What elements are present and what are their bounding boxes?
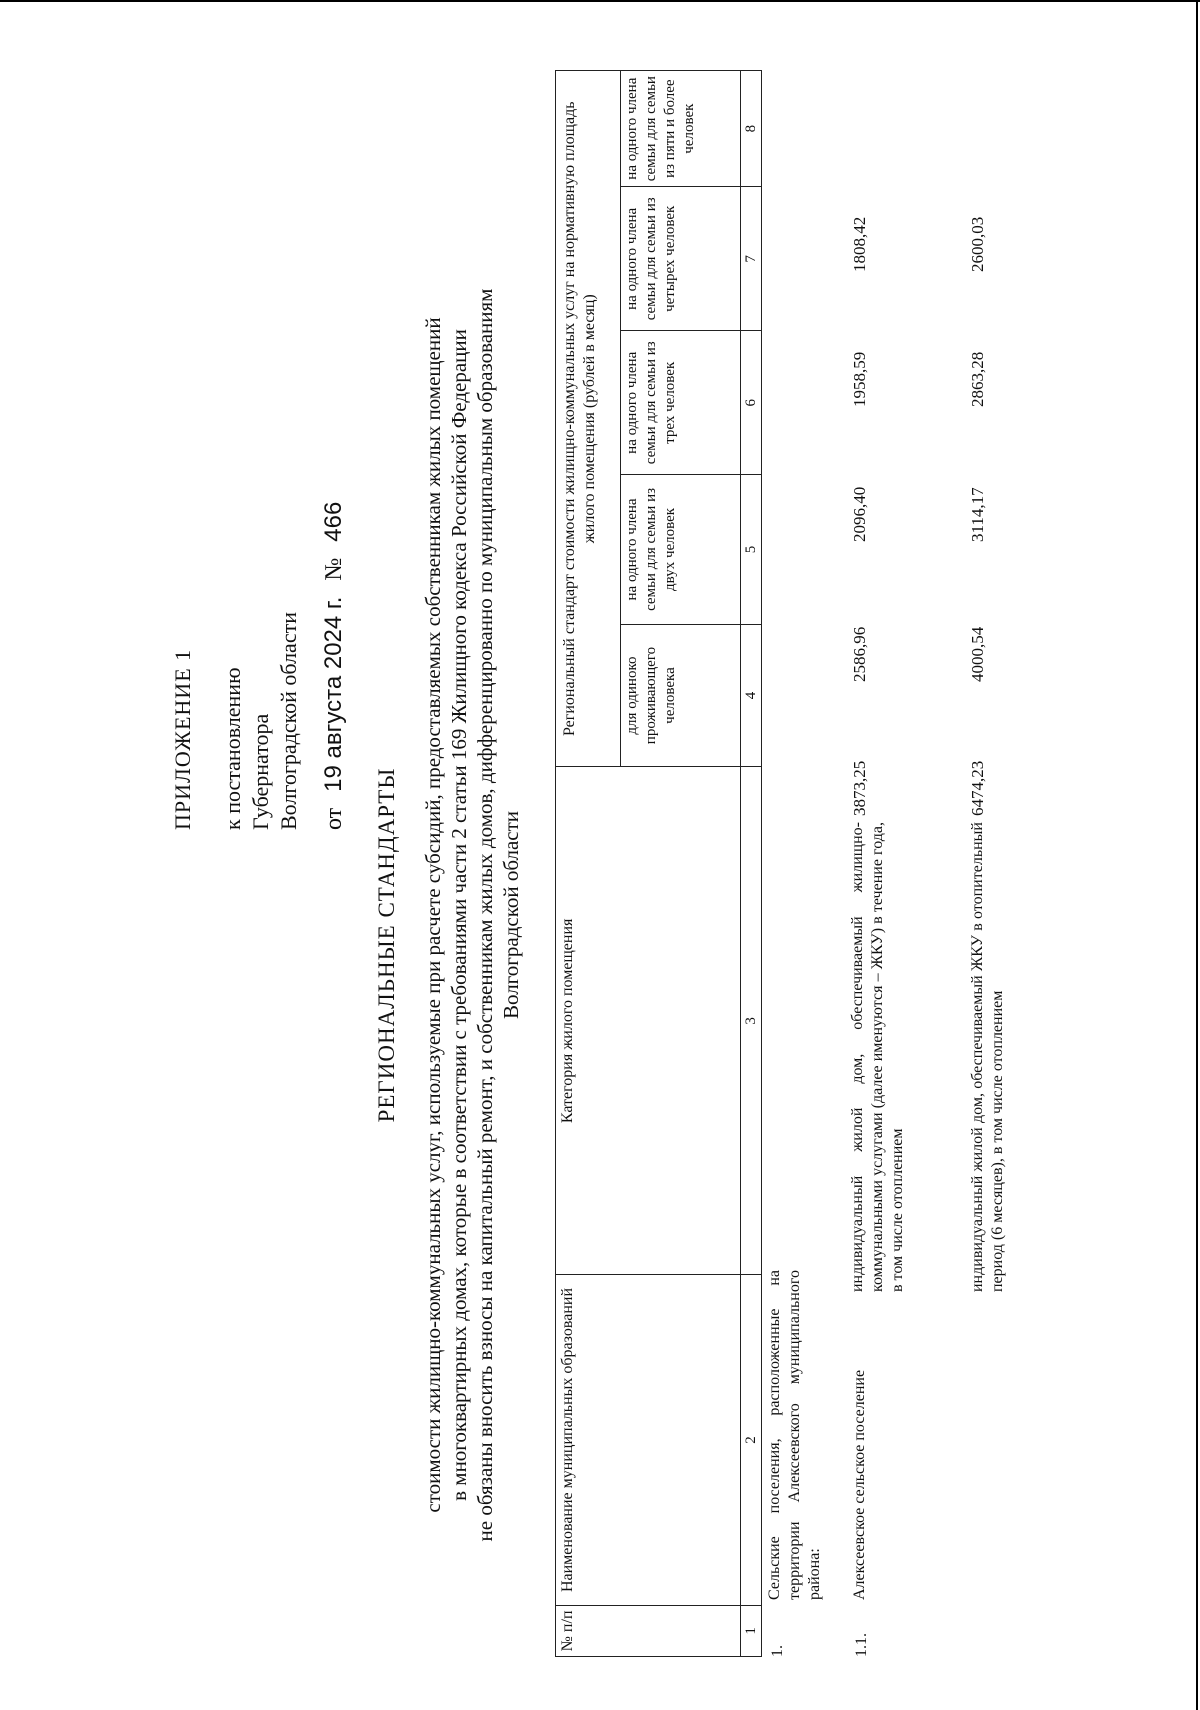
subtitle-line-4: Волгоградской области bbox=[499, 810, 523, 1020]
row-value-family-3: 3114,17 bbox=[968, 487, 987, 542]
col-number-6: 6 bbox=[741, 331, 762, 475]
col-number-5: 5 bbox=[741, 475, 762, 624]
col-number-4: 4 bbox=[741, 624, 762, 767]
document-title: РЕГИОНАЛЬНЫЕ СТАНДАРТЫ bbox=[374, 767, 399, 1123]
subcol-family-3: на одного члена семьи для семьи из трех человек bbox=[621, 331, 741, 475]
row-category: индивидуальный жилой дом, обеспечиваемый ЖКУ в отопительный период (6 месяцев), в том числе отоплением bbox=[969, 822, 1006, 1292]
row-value-family-4: 2863,28 bbox=[968, 351, 987, 407]
row-value-family-5plus: 2600,03 bbox=[968, 216, 987, 272]
row-value-family-2: 2586,96 bbox=[850, 626, 869, 682]
standards-table bbox=[555, 70, 762, 1657]
row-value-family-3: 2096,40 bbox=[850, 486, 869, 542]
row-value-family-5plus: 1808,42 bbox=[850, 216, 869, 272]
row-num: 1.1. bbox=[853, 1633, 870, 1657]
ref-line-3: Волгоградской области bbox=[276, 612, 301, 830]
col-number-7: 7 bbox=[741, 187, 762, 331]
header-col-name: Наименование муниципальных образований bbox=[556, 1275, 741, 1606]
subcol-family-4: на одного члена семьи для семьи из четырех человек bbox=[621, 187, 741, 331]
decree-date-line bbox=[320, 492, 348, 830]
row-name: Сельские поселения, расположенные на территории Алексеевского муниципального района: bbox=[766, 1270, 823, 1600]
col-number-1: 1 bbox=[741, 1605, 762, 1656]
subcol-family-5plus: на одного члена семьи для семьи из пяти и более человек bbox=[621, 71, 741, 187]
subcol-single: для одиноко проживающего человека bbox=[621, 624, 741, 767]
ref-line-2: Губернатора bbox=[248, 713, 273, 830]
number-label: № bbox=[321, 557, 347, 581]
decree-date: 19 августа 2024 г. bbox=[320, 596, 347, 792]
header-col-num: № п/п bbox=[556, 1605, 741, 1656]
row-value-single: 3873,25 bbox=[850, 760, 869, 816]
row-value-family-4: 1958,59 bbox=[850, 351, 869, 407]
decree-number: 466 bbox=[320, 501, 347, 542]
row-num: 1. bbox=[769, 1645, 786, 1657]
appendix-label: ПРИЛОЖЕНИЕ 1 bbox=[170, 648, 195, 830]
row-category: индивидуальный жилой дом, обеспечиваемый жилищно-коммунальными услугами (далее именуются – ЖКУ) в течение года, в том числе отоплением bbox=[849, 822, 906, 1292]
date-prefix: от bbox=[321, 807, 347, 830]
subtitle-line-1: стоимости жилищно-коммунальных услуг, используемые при расчете субсидий, предоставляемых собственникам жилых помещений bbox=[421, 317, 445, 1513]
subtitle-line-3: не обязаны вносить взносы на капитальный ремонт, и собственникам жилых домов, дифференцированно по муниципальным образованиям bbox=[473, 288, 497, 1542]
header-col-category: Категория жилого помещения bbox=[556, 767, 741, 1275]
subcol-family-2: на одного члена семьи для семьи из двух человек bbox=[621, 475, 741, 624]
col-number-8: 8 bbox=[741, 71, 762, 187]
ref-line-1: к постановлению bbox=[220, 667, 245, 830]
subtitle-line-2: в многоквартирных домах, которые в соответствии с требованиями части 2 статьи 169 Жилищного кодекса Российской Федерации bbox=[447, 329, 471, 1501]
col-number-3: 3 bbox=[741, 767, 762, 1275]
col-number-2: 2 bbox=[741, 1275, 762, 1606]
row-value-single: 6474,23 bbox=[968, 760, 987, 816]
document-subtitle bbox=[420, 180, 524, 1650]
row-name: Алексеевское сельское поселение bbox=[851, 1369, 868, 1600]
row-value-family-2: 4000,54 bbox=[968, 626, 987, 682]
header-col-standard: Региональный стандарт стоимости жилищно-коммунальных услуг на нормативную площадь жилого помещения (рублей в месяц) bbox=[556, 71, 621, 768]
